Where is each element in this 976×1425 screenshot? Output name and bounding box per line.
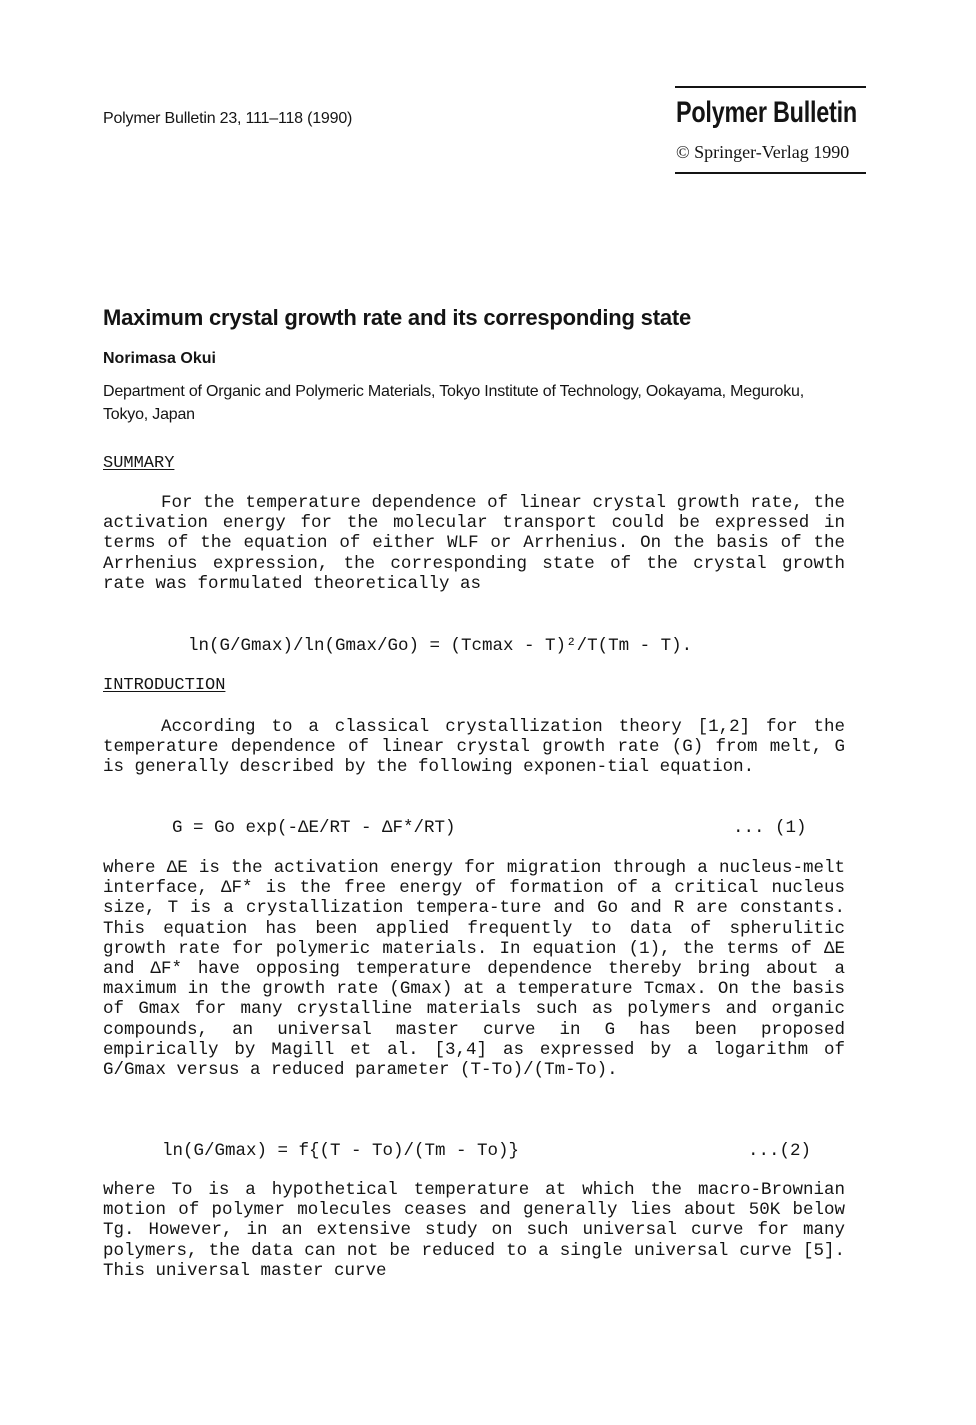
introduction-paragraph-3: where To is a hypothetical temperature at which the macro-Brownian motion of polymer molecules ceases and generally lies about 50K below Tg. However, in an extensive study on such universal curve for many polymers, the data can not be reduced to a single universal curve [5]. This universal master curve xyxy=(103,1180,845,1281)
introduction-paragraph-2: where ΔE is the activation energy for migration through a nucleus-melt interface, ΔF* is the free energy of formation of a critical nucleus size, T is a crystallization tempera-ture and Go and R are constants. This equation has been applied frequently to data of spherulitic growth rate for polymeric materials. In equation (1), the terms of ΔE and ΔF* have opposing temperature dependence thereby bring about a maximum in the growth rate (Gmax) at a temperature Tcmax. On the basis of Gmax for many crystalline materials such as polymers and organic compounds, an universal master curve in G has been proposed empirically by Magill et al. [3,4] as expressed by a logarithm of G/Gmax versus a reduced parameter (T-To)/(Tm-To). xyxy=(103,858,845,1081)
article-title: Maximum crystal growth rate and its corresponding state xyxy=(103,305,692,330)
author: Norimasa Okui xyxy=(103,350,216,367)
summary-paragraph xyxy=(103,493,845,594)
equation-1: G = Go exp(-ΔE/RT - ΔF*/RT) xyxy=(172,818,456,838)
equation-2-number: ...(2) xyxy=(748,1141,812,1161)
summary-heading: SUMMARY xyxy=(103,454,175,473)
citation: Polymer Bulletin 23, 111–118 (1990) xyxy=(103,110,353,127)
header-rule-bottom xyxy=(675,172,866,174)
copyright: © Springer-Verlag 1990 xyxy=(676,142,850,162)
header-rule-top xyxy=(675,86,866,88)
summary-equation: ln(G/Gmax)/ln(Gmax/Go) = (Tcmax - T)²/T(Tm - T). xyxy=(188,636,693,656)
journal-name: Polymer Bulletin xyxy=(676,96,857,129)
introduction-paragraph-1 xyxy=(103,717,845,778)
equation-2: ln(G/Gmax) = f{(T - To)/(Tm - To)} xyxy=(162,1141,520,1161)
introduction-heading: INTRODUCTION xyxy=(103,676,226,695)
affiliation: Department of Organic and Polymeric Materials, Tokyo Institute of Technology, Ookayama, Meguroku, Tokyo, Japan xyxy=(103,383,804,423)
equation-1-number: ... (1) xyxy=(733,818,807,838)
introduction-text-1: According to a classical crystallization theory [1,2] for the temperature dependence of linear crystal growth rate (G) from melt, G is generally described by the following exponen-tial equation. xyxy=(103,717,845,778)
summary-text: For the temperature dependence of linear crystal growth rate, the activation energy for the molecular transport could be expressed in terms of the equation of either WLF or Arrhenius. On the basis of the Arrhenius expression, the corresponding state of the crystal growth rate was formulated theoretically as xyxy=(103,493,845,594)
